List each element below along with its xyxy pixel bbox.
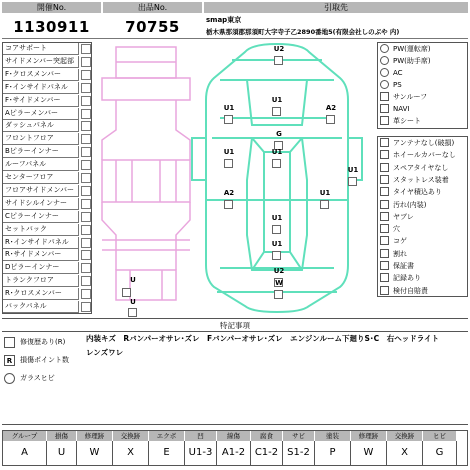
equipment-item [378,103,470,115]
frame-part-checkbox[interactable] [81,121,91,131]
frame-part-checkbox[interactable] [81,263,91,273]
equipment-label: PW(運転席) [393,45,431,53]
damage-checkbox[interactable] [348,177,357,186]
equipment-checkbox[interactable] [380,56,389,65]
grid-value: P [315,441,351,465]
grid-header: 線傷 [217,431,251,441]
damage-checkbox[interactable] [224,115,233,124]
damage-checkbox[interactable] [272,225,281,234]
grid-header: エクボ [149,431,185,441]
damage-checkbox[interactable] [274,56,283,65]
frame-diagram [102,47,190,300]
grid-header: 腐食 [251,431,283,441]
condition-item [378,186,470,198]
notes-line-2: レンズワレ [86,348,124,357]
grid-header: 交換跡 [387,431,423,441]
equipment-checkbox[interactable] [380,116,389,125]
condition-label: 穴 [393,225,400,234]
condition-item [378,248,470,260]
condition-item [378,260,470,272]
frame-part-row: R･クロスメンバー [3,288,79,300]
summary-grid [2,430,468,466]
frame-part-row: F･クロスメンバー [3,69,79,81]
condition-item [378,162,470,174]
grid-value: X [387,441,423,465]
frame-mark-u-1: U [130,276,136,284]
frame-check-2 [128,308,137,317]
frame-part-row: トランクフロア [3,275,79,287]
condition-item [378,137,470,149]
frame-part-checkbox[interactable] [81,70,91,80]
grid-header: 修理跡 [351,431,387,441]
equipment-item [378,79,470,91]
frame-part-checkbox[interactable] [81,57,91,67]
damage-mark: U1 [271,96,283,104]
condition-item [378,272,470,284]
frame-part-checkbox[interactable] [81,250,91,260]
frame-part-row: コアサポート [3,43,79,55]
frame-part-row: R･インサイドパネル [3,237,79,249]
frame-part-row: ダッシュパネル [3,120,79,132]
grid-value: U [47,441,77,465]
equipment-list [377,42,468,129]
frame-part-row: ルーフパネル [3,159,79,171]
frame-part-row: サイドメンバー突起部 [3,56,79,68]
grid-value: A [3,441,47,465]
frame-part-checkbox[interactable] [81,225,91,235]
condition-checkbox[interactable] [380,200,389,209]
condition-label: 検付自賠責 [393,286,428,295]
frame-part-checkbox[interactable] [81,186,91,196]
equipment-checkbox[interactable] [380,68,389,77]
equipment-label: 革シート [393,117,421,125]
lot-no-header: 出品No. [103,2,202,13]
condition-checkbox[interactable] [380,150,389,159]
condition-label: アンテナなし(破損) [393,139,455,147]
grid-header: グループ [3,431,47,441]
grid-value: A1-2 [217,441,251,465]
damage-checkbox[interactable] [272,159,281,168]
damage-mark: U2 [273,45,285,53]
legend-label-repair: 修復歴あり(R) [20,338,66,346]
damage-mark: W [275,279,283,287]
grid-value: S1-2 [283,441,315,465]
frame-part-checkbox[interactable] [81,199,91,209]
grid-header: 交換跡 [113,431,149,441]
condition-checkbox[interactable] [380,175,389,184]
frame-part-checkbox[interactable] [81,160,91,170]
damage-mark: U1 [319,189,331,197]
condition-label: コゲ [393,237,407,246]
grid-header: ヒビ [423,431,457,441]
left-parts-list [2,42,92,314]
equipment-item [378,67,470,79]
pickup-name: smap東京 [206,16,242,24]
condition-label: 割れ [393,249,407,258]
grid-header: サビ [283,431,315,441]
repair-history-icon [4,337,15,348]
equipment-checkbox[interactable] [380,80,389,89]
condition-checkbox[interactable] [380,273,389,282]
frame-part-checkbox[interactable] [81,44,91,54]
frame-part-row: Bピラーインナー [3,146,79,158]
equipment-checkbox[interactable] [380,104,389,113]
damage-mark: U1 [223,104,235,112]
frame-part-row: R･サイドメンバー [3,249,79,261]
pickup-address: 栃木県那須郡那須町大字寺子乙2890番地5(有限会社しのぶや 内) [206,28,400,36]
condition-item [378,285,470,297]
damage-mark: G [276,130,282,138]
damage-checkbox[interactable] [272,251,281,260]
frame-part-checkbox[interactable] [81,134,91,144]
condition-label: 保証書 [393,262,414,270]
grid-header: 修理跡 [77,431,113,441]
frame-part-row: フロントフロア [3,133,79,145]
equipment-item [378,91,470,103]
frame-part-row: F･インサイドパネル [3,82,79,94]
glass-crack-icon [4,373,15,384]
frame-part-checkbox[interactable] [81,109,91,119]
frame-part-row: Cピラーインナー [3,211,79,223]
frame-part-row: Dピラーインナー [3,262,79,274]
equipment-label: PW(助手席) [393,57,431,65]
car-diagram [92,40,377,315]
frame-part-checkbox[interactable] [81,147,91,157]
grid-header: 損傷 [47,431,77,441]
condition-item [378,211,470,223]
damage-mark: U2 [273,267,285,275]
damage-checkbox[interactable] [272,107,281,116]
frame-part-row: セットバック [3,224,79,236]
grid-header: 塗装 [315,431,351,441]
condition-label: スペアタイヤなし [393,163,449,172]
condition-checkbox[interactable] [380,286,389,295]
damage-mark: U1 [347,166,359,174]
equipment-checkbox[interactable] [380,44,389,53]
damage-mark: U1 [271,240,283,248]
pickup-header: 引取先 [204,2,468,13]
damage-mark: U1 [223,148,235,156]
frame-part-row: サイドシルインナー [3,198,79,210]
frame-part-checkbox[interactable] [81,276,91,286]
damage-checkbox[interactable] [224,159,233,168]
damage-mark: U1 [271,214,283,222]
damage-checkbox[interactable] [326,115,335,124]
frame-part-row: F･サイドメンバー [3,95,79,107]
legend-label-glass: ガラスヒビ [20,374,55,382]
legend [0,334,80,394]
condition-label: 汚れ(内装) [393,200,427,209]
grid-value: C1-2 [251,441,283,465]
equipment-label: PS [393,81,402,89]
condition-item [378,174,470,186]
frame-mark-u-2: U [130,298,136,306]
condition-checkbox[interactable] [380,163,389,172]
condition-item [378,149,470,161]
condition-label: スタットレス装着 [393,175,449,184]
lot-no: 70755 [125,18,180,36]
damage-mark: A2 [223,189,235,197]
condition-item [378,223,470,235]
frame-part-checkbox[interactable] [81,238,91,248]
frame-part-row: センターフロア [3,172,79,184]
condition-checkbox[interactable] [380,236,389,245]
condition-label: ヤブレ [393,212,414,221]
damage-mark: A2 [325,104,337,112]
auction-no-header: 開催No. [2,2,101,13]
notes-line-1: 内装キズ Rバンパーオサレ･ズレ Fバンパーオサレ･ズレ エンジンルーム下廻りS･C 右ヘッドライト [86,334,439,343]
frame-part-checkbox[interactable] [81,96,91,106]
damage-points-icon: R [4,355,15,366]
condition-label: 記録あり [393,274,421,283]
condition-item [378,235,470,247]
equipment-checkbox[interactable] [380,92,389,101]
grid-header: 凹 [185,431,217,441]
condition-checkbox[interactable] [380,138,389,147]
damage-checkbox[interactable] [320,200,329,209]
grid-value: X [113,441,149,465]
grid-value: G [423,441,457,465]
condition-checkbox[interactable] [380,187,389,196]
condition-checkbox[interactable] [380,212,389,221]
legend-label-points: 損傷ポイント数 [20,356,69,364]
condition-list [377,136,468,297]
grid-value: W [77,441,113,465]
damage-checkbox[interactable] [224,200,233,209]
condition-item [378,199,470,211]
condition-checkbox[interactable] [380,224,389,233]
frame-check-1 [122,288,131,297]
damage-mark: U1 [271,148,283,156]
notes-title: 特記事項 [220,321,250,330]
damage-checkbox[interactable] [274,290,283,299]
condition-checkbox[interactable] [380,261,389,270]
frame-part-checkbox[interactable] [81,289,91,299]
frame-part-checkbox[interactable] [81,83,91,93]
grid-value: W [351,441,387,465]
condition-checkbox[interactable] [380,249,389,258]
frame-part-checkbox[interactable] [81,302,91,312]
frame-part-checkbox[interactable] [81,173,91,183]
equipment-label: サンルーフ [393,93,428,101]
equipment-item [378,43,470,55]
auction-no: 1130911 [13,18,90,36]
frame-part-row: フロアサイドメンバー [3,185,79,197]
condition-label: タイヤ積込あり [393,188,442,197]
frame-part-row: バックパネル [3,301,79,313]
condition-label: ホイールカバーなし [393,151,456,160]
equipment-item [378,55,470,67]
frame-part-checkbox[interactable] [81,212,91,222]
equipment-label: AC [393,69,403,77]
grid-value: U1-3 [185,441,217,465]
equipment-item [378,115,470,127]
equipment-label: NAVI [393,105,410,113]
grid-value: E [149,441,185,465]
frame-part-row: Aピラーメンバー [3,108,79,120]
